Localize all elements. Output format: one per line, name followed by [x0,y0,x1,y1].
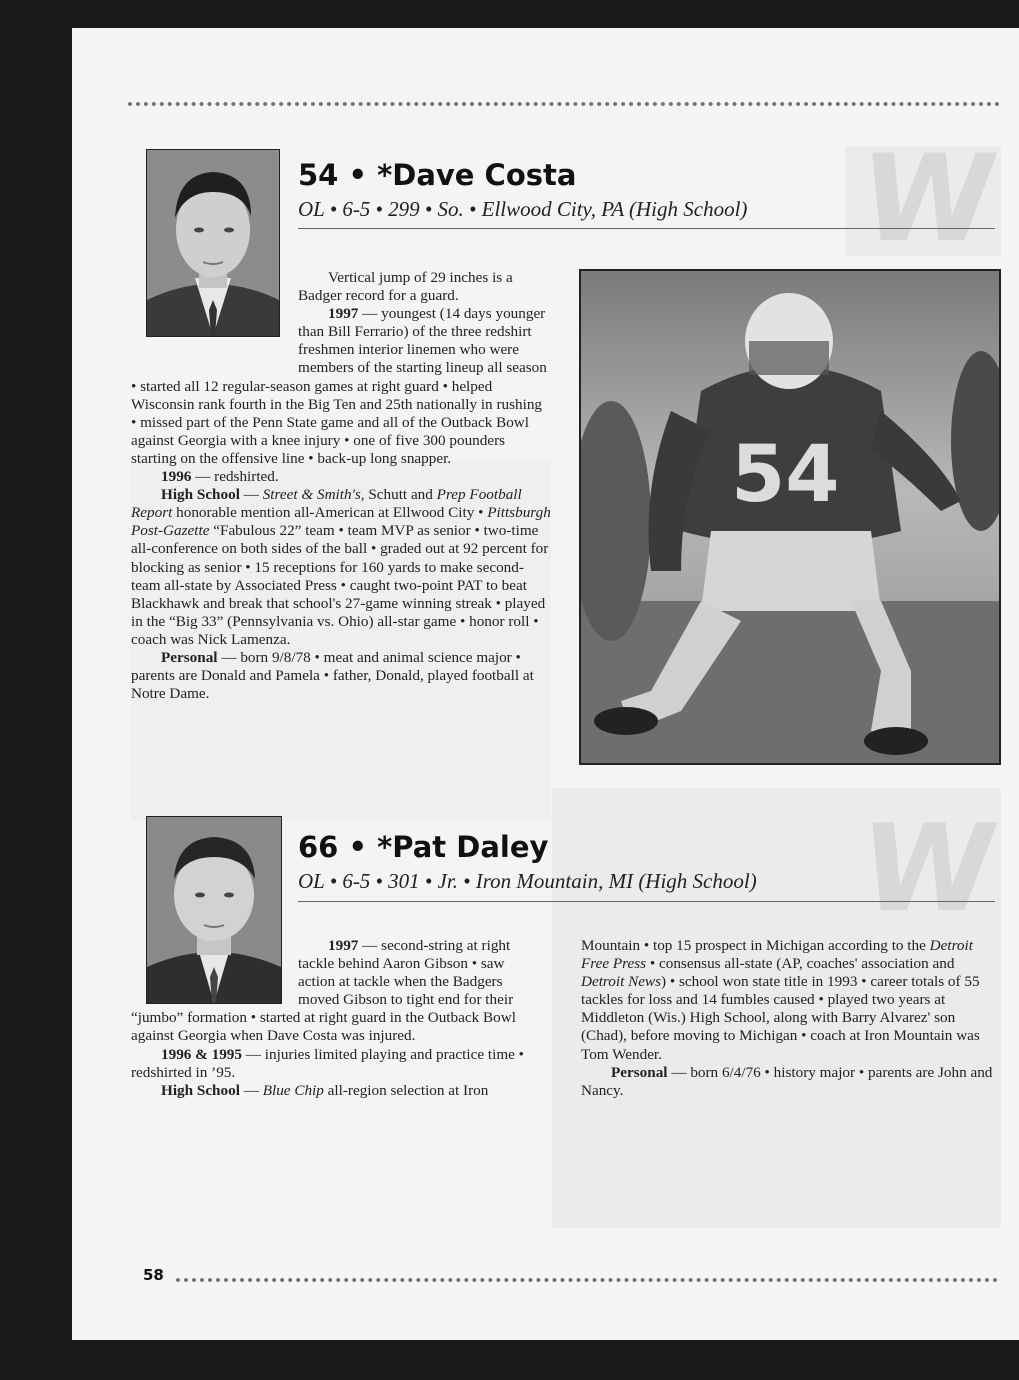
text: honorable mention all-American at Ellwood City • [172,504,488,522]
year-label-1997: 1997 [328,937,359,954]
action-photo-dave-costa [579,269,1001,765]
player-name-dave-costa: 54 • *Dave Costa [298,158,577,192]
publication: Blue Chip [262,1081,324,1099]
text: , Schutt and [360,486,437,504]
text: • consensus all-state (AP, coaches' association and [646,955,955,973]
personal-label: Personal [161,648,218,666]
personal-text: — born 9/8/78 • meat and animal science major • parents are Donald and Pamela • father, Donald, played football at Notre Dame. [131,648,534,703]
personal-text: — born 6/4/76 • history major • parents are John and Nancy. [581,1063,993,1099]
publication: Street & Smith's [262,486,361,504]
action-photo-image [581,271,999,763]
publication: Pittsburgh Post-Gazette [131,504,551,540]
dash: — [239,486,263,504]
header-rule-dave-costa [298,228,995,229]
w-logo-watermark-2: W [852,800,1005,939]
bio-intro: Vertical jump of 29 inches is a Badger record for a guard. [298,269,513,305]
dash: — [239,1081,263,1099]
bio-pat-daley-col1 [131,937,544,1100]
jersey-number: 54 [731,430,840,520]
year-text-1997: — youngest (14 days younger than Bill Ferrario) of the three redshirt freshmen interior linemen who were members of the starting lineup all season • started all 12 regular-season games at right guard • helped Wisconsin rank fourth in the Big Ten and 25th nationally in rushing • missed part of the Penn State game and all of the Outback Bowl against Georgia with a knee injury • one of five 300 pounders starting on the offensive line • back-up long snapper. [131,305,547,467]
text: Mountain • top 15 prospect in Michigan according to the [581,937,930,954]
player-sub-dave-costa: OL • 6-5 • 299 • So. • Ellwood City, PA (High School) [298,197,748,221]
personal-label: Personal [611,1063,668,1081]
bio-pat-daley-col2 [581,937,999,1100]
year-label-1997: 1997 [328,305,359,323]
year-text-1996: — redshirted. [191,468,279,486]
publication: Prep Football Report [131,486,522,522]
publication: Detroit Free Press [581,937,973,973]
bottom-dotted-rule [176,1278,998,1282]
year-text-1997: — second-string at right tackle behind Aaron Gibson • saw action at tackle when the Badgers moved Gibson to tight end for their “jumbo” formation • started at right guard in the Outback Bowl against Georgia when Dave Costa was injured. [131,937,516,1045]
high-school-label: High School [161,486,240,504]
w-logo-watermark-1: W [852,130,1005,269]
text: all-region selection at Iron [323,1081,489,1099]
header-rule-pat-daley [298,901,995,902]
text: ) • school won state title in 1993 • career totals of 55 tackles for loss and 14 fumbles caused • played two years at Middleton (Wis.) High School, along with Barry Alvarez' son (Chad), before moving to Michigan • coach at Iron Mountain was Tom Wender. [581,973,980,1063]
player-name-pat-daley: 66 • *Pat Daley [298,830,549,864]
year-label-1996-1995: 1996 & 1995 [161,1045,242,1063]
year-text-1996-1995: — injuries limited playing and practice time • redshirted in ’95. [131,1045,524,1081]
text: “Fabulous 22” team • team MVP as senior • two-time all-conference on both sides of the ball • graded out at 92 percent for blocking as senior • 15 receptions for 160 yards to make second-team all-state by Associated Press • caught two-point PAT to beat Blackhawk and break that school's 27-game winning streak • played in the “Big 33” (Pennsylvania vs. Ohio) all-star game • honor roll • coach was Nick Lamenza. [131,522,549,648]
page-number: 58 [143,1266,164,1284]
year-label-1996: 1996 [161,468,192,486]
high-school-label: High School [161,1081,240,1099]
publication: Detroit News [581,973,662,991]
bio-dave-costa [131,269,551,703]
player-sub-pat-daley: OL • 6-5 • 301 • Jr. • Iron Mountain, MI (High School) [298,869,757,893]
top-dotted-rule [128,102,1000,106]
